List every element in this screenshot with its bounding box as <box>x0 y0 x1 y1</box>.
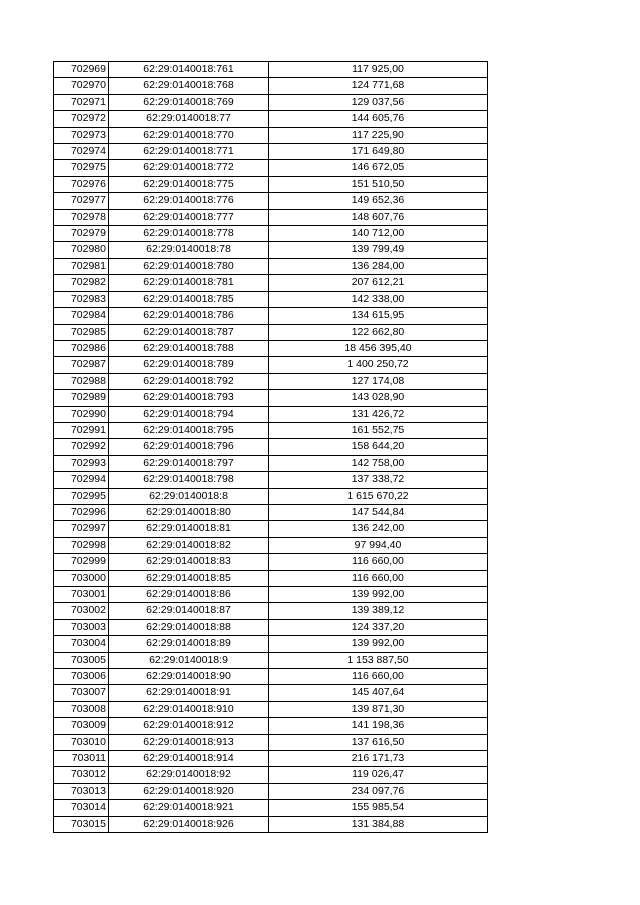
row-number-cell: 702994 <box>54 472 109 488</box>
table-row <box>54 800 488 816</box>
cadastral-value-cell: 144 605,76 <box>269 111 488 127</box>
table-row <box>54 324 488 340</box>
row-number-cell: 703006 <box>54 669 109 685</box>
cadastral-value-cell: 161 552,75 <box>269 422 488 438</box>
table-row <box>54 94 488 110</box>
row-number-cell: 703004 <box>54 636 109 652</box>
table-row <box>54 258 488 274</box>
cadastral-number-cell: 62:29:0140018:772 <box>109 160 269 176</box>
table-row <box>54 439 488 455</box>
table-row <box>54 685 488 701</box>
cadastral-number-cell: 62:29:0140018:786 <box>109 308 269 324</box>
table-row <box>54 144 488 160</box>
table-row <box>54 275 488 291</box>
cadastral-value-cell: 137 616,50 <box>269 734 488 750</box>
cadastral-number-cell: 62:29:0140018:85 <box>109 570 269 586</box>
table-row <box>54 701 488 717</box>
row-number-cell: 703014 <box>54 800 109 816</box>
cadastral-value-cell: 136 242,00 <box>269 521 488 537</box>
cadastral-number-cell: 62:29:0140018:771 <box>109 144 269 160</box>
cadastral-value-cell: 146 672,05 <box>269 160 488 176</box>
row-number-cell: 702983 <box>54 291 109 307</box>
row-number-cell: 702980 <box>54 242 109 258</box>
row-number-cell: 702974 <box>54 144 109 160</box>
table-row <box>54 390 488 406</box>
cadastral-value-cell: 139 992,00 <box>269 636 488 652</box>
table-row <box>54 767 488 783</box>
cadastral-value-cell: 148 607,76 <box>269 209 488 225</box>
cadastral-number-cell: 62:29:0140018:787 <box>109 324 269 340</box>
cadastral-number-cell: 62:29:0140018:778 <box>109 226 269 242</box>
cadastral-number-cell: 62:29:0140018:781 <box>109 275 269 291</box>
table-row <box>54 521 488 537</box>
cadastral-value-cell: 131 426,72 <box>269 406 488 422</box>
row-number-cell: 703015 <box>54 816 109 832</box>
cadastral-value-cell: 141 198,36 <box>269 718 488 734</box>
cadastral-number-cell: 62:29:0140018:87 <box>109 603 269 619</box>
row-number-cell: 702997 <box>54 521 109 537</box>
cadastral-value-cell: 139 389,12 <box>269 603 488 619</box>
cadastral-value-cell: 129 037,56 <box>269 94 488 110</box>
table-row <box>54 537 488 553</box>
cadastral-number-cell: 62:29:0140018:83 <box>109 554 269 570</box>
cadastral-value-cell: 134 615,95 <box>269 308 488 324</box>
cadastral-number-cell: 62:29:0140018:91 <box>109 685 269 701</box>
row-number-cell: 702995 <box>54 488 109 504</box>
cadastral-value-cell: 137 338,72 <box>269 472 488 488</box>
cadastral-value-cell: 158 644,20 <box>269 439 488 455</box>
row-number-cell: 703011 <box>54 751 109 767</box>
cadastral-value-cell: 117 925,00 <box>269 62 488 78</box>
table-row <box>54 160 488 176</box>
cadastral-value-cell: 136 284,00 <box>269 258 488 274</box>
cadastral-value-cell: 116 660,00 <box>269 554 488 570</box>
cadastral-number-cell: 62:29:0140018:914 <box>109 751 269 767</box>
cadastral-number-cell: 62:29:0140018:912 <box>109 718 269 734</box>
row-number-cell: 702988 <box>54 373 109 389</box>
cadastral-number-cell: 62:29:0140018:777 <box>109 209 269 225</box>
table-row <box>54 193 488 209</box>
row-number-cell: 702987 <box>54 357 109 373</box>
cadastral-number-cell: 62:29:0140018:789 <box>109 357 269 373</box>
row-number-cell: 702992 <box>54 439 109 455</box>
table-row <box>54 373 488 389</box>
row-number-cell: 702976 <box>54 176 109 192</box>
row-number-cell: 702973 <box>54 127 109 143</box>
cadastral-value-cell: 171 649,80 <box>269 144 488 160</box>
cadastral-value-cell: 145 407,64 <box>269 685 488 701</box>
cadastral-number-cell: 62:29:0140018:780 <box>109 258 269 274</box>
cadastral-number-cell: 62:29:0140018:80 <box>109 504 269 520</box>
row-number-cell: 702971 <box>54 94 109 110</box>
table-row <box>54 587 488 603</box>
table-row <box>54 422 488 438</box>
cadastral-value-cell: 18 456 395,40 <box>269 340 488 356</box>
table-row <box>54 406 488 422</box>
table-row <box>54 603 488 619</box>
cadastral-value-cell: 124 771,68 <box>269 78 488 94</box>
row-number-cell: 702989 <box>54 390 109 406</box>
cadastral-value-cell: 116 660,00 <box>269 570 488 586</box>
cadastral-number-cell: 62:29:0140018:793 <box>109 390 269 406</box>
cadastral-number-cell: 62:29:0140018:8 <box>109 488 269 504</box>
row-number-cell: 702998 <box>54 537 109 553</box>
table-row <box>54 619 488 635</box>
row-number-cell: 702986 <box>54 340 109 356</box>
cadastral-number-cell: 62:29:0140018:761 <box>109 62 269 78</box>
cadastral-value-cell: 119 026,47 <box>269 767 488 783</box>
row-number-cell: 702972 <box>54 111 109 127</box>
table-row <box>54 209 488 225</box>
cadastral-value-cell: 140 712,00 <box>269 226 488 242</box>
row-number-cell: 703005 <box>54 652 109 668</box>
cadastral-value-cell: 234 097,76 <box>269 783 488 799</box>
row-number-cell: 702982 <box>54 275 109 291</box>
cadastral-number-cell: 62:29:0140018:788 <box>109 340 269 356</box>
cadastral-value-cell: 1 615 670,22 <box>269 488 488 504</box>
cadastral-value-cell: 127 174,08 <box>269 373 488 389</box>
cadastral-value-cell: 149 652,36 <box>269 193 488 209</box>
cadastral-number-cell: 62:29:0140018:920 <box>109 783 269 799</box>
cadastral-number-cell: 62:29:0140018:92 <box>109 767 269 783</box>
table-row <box>54 488 488 504</box>
row-number-cell: 702990 <box>54 406 109 422</box>
cadastral-number-cell: 62:29:0140018:770 <box>109 127 269 143</box>
cadastral-value-cell: 122 662,80 <box>269 324 488 340</box>
table-row <box>54 226 488 242</box>
cadastral-number-cell: 62:29:0140018:82 <box>109 537 269 553</box>
cadastral-number-cell: 62:29:0140018:769 <box>109 94 269 110</box>
row-number-cell: 702978 <box>54 209 109 225</box>
cadastral-number-cell: 62:29:0140018:81 <box>109 521 269 537</box>
row-number-cell: 702996 <box>54 504 109 520</box>
table-row <box>54 472 488 488</box>
table-row <box>54 62 488 78</box>
cadastral-number-cell: 62:29:0140018:86 <box>109 587 269 603</box>
cadastral-number-cell: 62:29:0140018:775 <box>109 176 269 192</box>
row-number-cell: 702977 <box>54 193 109 209</box>
cadastral-value-cell: 142 338,00 <box>269 291 488 307</box>
cadastral-value-cell: 117 225,90 <box>269 127 488 143</box>
cadastral-value-cell: 97 994,40 <box>269 537 488 553</box>
cadastral-number-cell: 62:29:0140018:921 <box>109 800 269 816</box>
cadastral-number-cell: 62:29:0140018:913 <box>109 734 269 750</box>
table-row <box>54 242 488 258</box>
row-number-cell: 702969 <box>54 62 109 78</box>
row-number-cell: 702984 <box>54 308 109 324</box>
row-number-cell: 702999 <box>54 554 109 570</box>
table-row <box>54 652 488 668</box>
cadastral-value-cell: 1 153 887,50 <box>269 652 488 668</box>
cadastral-value-cell: 147 544,84 <box>269 504 488 520</box>
table-row <box>54 504 488 520</box>
cadastral-number-cell: 62:29:0140018:797 <box>109 455 269 471</box>
cadastral-number-cell: 62:29:0140018:792 <box>109 373 269 389</box>
cadastral-value-cell: 142 758,00 <box>269 455 488 471</box>
table-row <box>54 340 488 356</box>
cadastral-value-cell: 216 171,73 <box>269 751 488 767</box>
cadastral-value-cell: 139 799,49 <box>269 242 488 258</box>
row-number-cell: 703012 <box>54 767 109 783</box>
cadastral-value-cell: 116 660,00 <box>269 669 488 685</box>
row-number-cell: 703009 <box>54 718 109 734</box>
table-row <box>54 308 488 324</box>
cadastral-number-cell: 62:29:0140018:795 <box>109 422 269 438</box>
cadastral-number-cell: 62:29:0140018:768 <box>109 78 269 94</box>
cadastral-number-cell: 62:29:0140018:77 <box>109 111 269 127</box>
row-number-cell: 702970 <box>54 78 109 94</box>
row-number-cell: 702993 <box>54 455 109 471</box>
cadastral-number-cell: 62:29:0140018:785 <box>109 291 269 307</box>
cadastral-value-cell: 143 028,90 <box>269 390 488 406</box>
row-number-cell: 702991 <box>54 422 109 438</box>
cadastral-value-cell: 155 985,54 <box>269 800 488 816</box>
cadastral-number-cell: 62:29:0140018:89 <box>109 636 269 652</box>
table-row <box>54 751 488 767</box>
row-number-cell: 703007 <box>54 685 109 701</box>
cadastral-number-cell: 62:29:0140018:796 <box>109 439 269 455</box>
table-row <box>54 111 488 127</box>
cadastral-number-cell: 62:29:0140018:926 <box>109 816 269 832</box>
table-row <box>54 718 488 734</box>
cadastral-number-cell: 62:29:0140018:88 <box>109 619 269 635</box>
cadastral-number-cell: 62:29:0140018:9 <box>109 652 269 668</box>
cadastral-value-cell: 131 384,88 <box>269 816 488 832</box>
row-number-cell: 702975 <box>54 160 109 176</box>
cadastral-value-cell: 151 510,50 <box>269 176 488 192</box>
cadastral-value-cell: 139 871,30 <box>269 701 488 717</box>
row-number-cell: 702985 <box>54 324 109 340</box>
row-number-cell: 703013 <box>54 783 109 799</box>
cadastral-number-cell: 62:29:0140018:910 <box>109 701 269 717</box>
table-row <box>54 357 488 373</box>
table-row <box>54 570 488 586</box>
table-row <box>54 816 488 832</box>
table-row <box>54 455 488 471</box>
table-row <box>54 669 488 685</box>
cadastral-number-cell: 62:29:0140018:90 <box>109 669 269 685</box>
row-number-cell: 703000 <box>54 570 109 586</box>
cadastral-value-cell: 207 612,21 <box>269 275 488 291</box>
cadastral-value-cell: 1 400 250,72 <box>269 357 488 373</box>
cadastral-value-table <box>53 61 488 833</box>
row-number-cell: 703001 <box>54 587 109 603</box>
row-number-cell: 702979 <box>54 226 109 242</box>
table-row <box>54 291 488 307</box>
cadastral-number-cell: 62:29:0140018:78 <box>109 242 269 258</box>
table-row <box>54 554 488 570</box>
table-row <box>54 127 488 143</box>
table-row <box>54 78 488 94</box>
cadastral-number-cell: 62:29:0140018:776 <box>109 193 269 209</box>
row-number-cell: 703010 <box>54 734 109 750</box>
table-row <box>54 783 488 799</box>
cadastral-value-cell: 124 337,20 <box>269 619 488 635</box>
row-number-cell: 703003 <box>54 619 109 635</box>
table-body <box>54 62 488 833</box>
cadastral-number-cell: 62:29:0140018:794 <box>109 406 269 422</box>
table-row <box>54 176 488 192</box>
table-row <box>54 734 488 750</box>
row-number-cell: 703008 <box>54 701 109 717</box>
row-number-cell: 702981 <box>54 258 109 274</box>
table-row <box>54 636 488 652</box>
cadastral-number-cell: 62:29:0140018:798 <box>109 472 269 488</box>
cadastral-value-cell: 139 992,00 <box>269 587 488 603</box>
row-number-cell: 703002 <box>54 603 109 619</box>
